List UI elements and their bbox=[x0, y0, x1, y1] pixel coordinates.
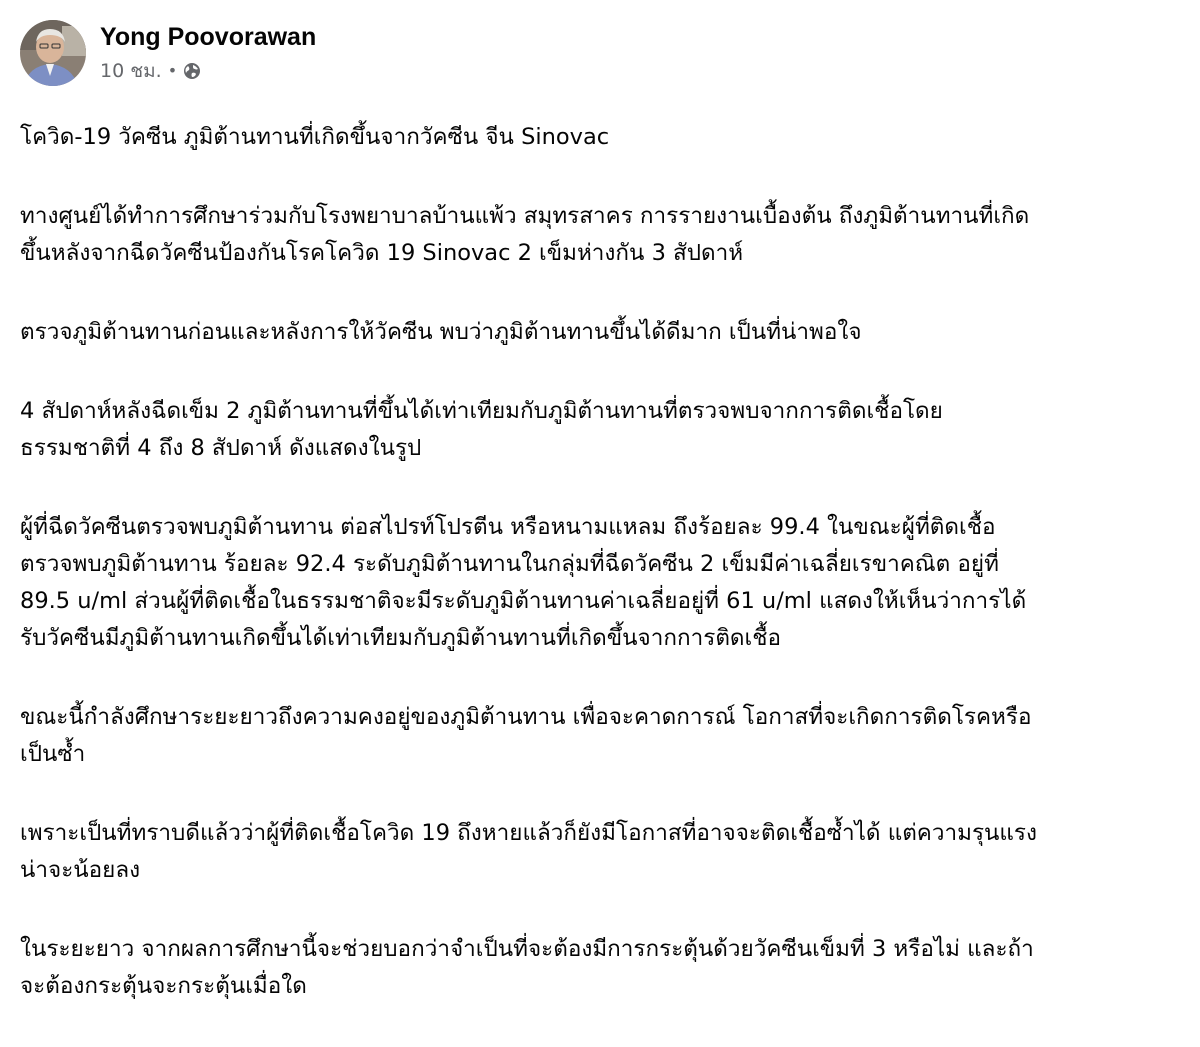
post-paragraph: ขณะนี้กำลังศึกษาระยะยาวถึงความคงอยู่ของภูมิต้านทาน เพื่อจะคาดการณ์ โอกาสที่จะเกิดการติดโรคหรือ เป็นซ้ำ bbox=[20, 704, 1032, 767]
post-paragraph: โควิด-19 วัคซีน ภูมิต้านทานที่เกิดขึ้นจากวัคซีน จีน Sinovac bbox=[20, 124, 610, 150]
post-paragraph: ทางศูนย์ได้ทำการศึกษาร่วมกับโรงพยาบาลบ้านแพ้ว สมุทรสาคร การรายงานเบื้องต้น ถึงภูมิต้านทานที่เกิด ขึ้นหลังจากฉีดวัคซีนป้องกันโรคโควิด 19 Sinovac 2 เข็มห่างกัน 3 สัปดาห์ bbox=[20, 203, 1030, 266]
post-paragraph: 4 สัปดาห์หลังฉีดเข็ม 2 ภูมิต้านทานที่ขึ้นได้เท่าเทียมกับภูมิต้านทานที่ตรวจพบจากการติดเชื้อโดย ธรรมชาติที่ 4 ถึง 8 สัปดาห์ ดังแสดงในรูป bbox=[20, 398, 943, 461]
post-subline bbox=[100, 60, 316, 82]
author-avatar[interactable] bbox=[20, 20, 86, 86]
post-paragraph: ตรวจภูมิต้านทานก่อนและหลังการให้วัคซีน พบว่าภูมิต้านทานขึ้นได้ดีมาก เป็นที่น่าพอใจ bbox=[20, 319, 862, 345]
post-body bbox=[20, 119, 1185, 1047]
post-timestamp[interactable]: 10 ชม. bbox=[100, 60, 162, 82]
post-meta bbox=[100, 20, 316, 82]
avatar-photo bbox=[20, 20, 86, 86]
globe-icon[interactable] bbox=[183, 62, 201, 80]
post-paragraph: ผู้ที่ฉีดวัคซีนตรวจพบภูมิต้านทาน ต่อสไปรท์โปรตีน หรือหนามแหลม ถึงร้อยละ 99.4 ในขณะผู้ที่ติดเชื้อ ตรวจพบภูมิต้านทาน ร้อยละ 92.4 ระดับภูมิต้านทานในกลุ่มที่ฉีดวัคซีน 2 เข็มมีค่าเฉลี่ยเรขาคณิต อยู่ที่ 89.5 u/ml ส่วนผู้ที่ติดเชื้อในธรรมชาติจะมีระดับภูมิต้านทานค่าเฉลี่ยอยู่ที่ 61 u/ml แสดงให้เห็นว่าการได้ รับวัคซีนมีภูมิต้านทานเกิดขึ้นได้เท่าเทียมกับภูมิต้านทานที่เกิดขึ้นจากการติดเชื้อ bbox=[20, 514, 1027, 651]
post-paragraph: เพราะเป็นที่ทราบดีแล้วว่าผู้ที่ติดเชื้อโควิด 19 ถึงหายแล้วก็ยังมีโอกาสที่อาจจะติดเชื้อซ้ำได้ แต่ความรุนแรง น่าจะน้อยลง bbox=[20, 820, 1037, 883]
separator-dot: • bbox=[167, 61, 178, 80]
post-header bbox=[20, 20, 316, 90]
post-paragraph: ในระยะยาว จากผลการศึกษานี้จะช่วยบอกว่าจำเป็นที่จะต้องมีการกระตุ้นด้วยวัคซีนเข็มที่ 3 หรือไม่ และถ้า จะต้องกระตุ้นจะกระตุ้นเมื่อใด bbox=[20, 936, 1034, 999]
author-name[interactable]: Yong Poovorawan bbox=[100, 23, 317, 51]
